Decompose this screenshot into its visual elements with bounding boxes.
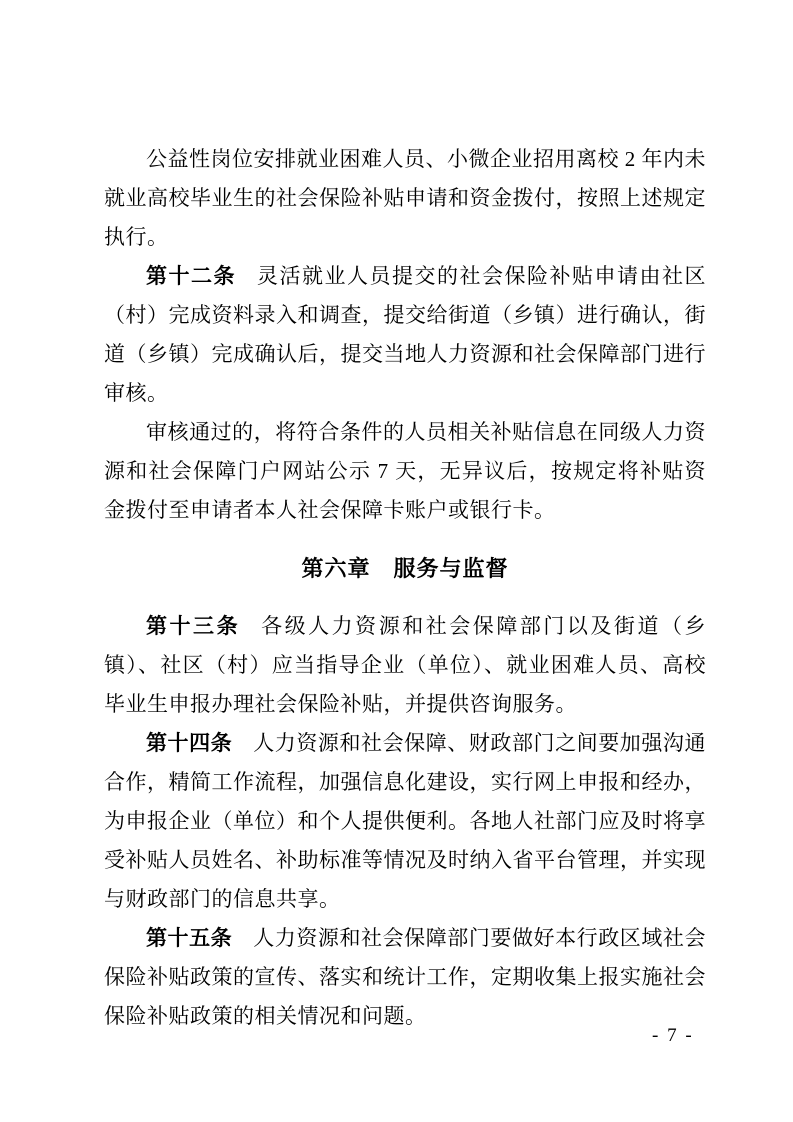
document-body <box>104 140 706 1036</box>
paragraph-text: 各级人力资源和社会保障部门以及街道（乡镇）、社区（村）应当指导企业（单位）、就业困难人员、高校毕业生申报办理社会保险补贴，并提供咨询服务。 <box>104 614 707 716</box>
article-13-label: 第十三条 <box>146 614 241 638</box>
paragraph-text: 人力资源和社会保障部门要做好本行政区域社会保险补贴政策的宣传、落实和统计工作，定期收集上报实施社会保险补贴政策的相关情况和问题。 <box>104 926 706 1028</box>
article-14-label: 第十四条 <box>146 731 233 755</box>
paragraph-text: 公益性岗位安排就业困难人员、小微企业招用离校 2 年内未就业高校毕业生的社会保险补贴申请和资金拨付，按照上述规定执行。 <box>104 147 706 249</box>
paragraph-text: 审核通过的，将符合条件的人员相关补贴信息在同级人力资源和社会保障门户网站公示 7 天，无异议后，按规定将补贴资金拨付至申请者本人社会保障卡账户或银行卡。 <box>104 420 706 522</box>
page-number: - 7 - <box>652 1025 694 1046</box>
paragraph-article-15 <box>104 919 706 1036</box>
article-12-label: 第十二条 <box>146 264 236 288</box>
paragraph-article-14 <box>104 724 706 919</box>
paragraph-text: 灵活就业人员提交的社会保险补贴申请由社区（村）完成资料录入和调查，提交给街道（乡镇）进行确认，街道（乡镇）完成确认后，提交当地人力资源和社会保障部门进行审核。 <box>104 264 706 405</box>
paragraph-article-13 <box>104 607 706 724</box>
paragraph-article-12 <box>104 257 706 413</box>
chapter-6-heading: 第六章 服务与监督 <box>301 556 509 581</box>
paragraph-review-publicity <box>104 413 706 530</box>
article-15-label: 第十五条 <box>146 926 233 950</box>
paragraph-text: 人力资源和社会保障、财政部门之间要加强沟通合作，精简工作流程，加强信息化建设，实行网上申报和经办，为申报企业（单位）和个人提供便利。各地人社部门应及时将享受补贴人员姓名、补助标准等情况及时纳入省平台管理，并实现与财政部门的信息共享。 <box>104 731 706 911</box>
paragraph-public-welfare-posts <box>104 140 706 257</box>
